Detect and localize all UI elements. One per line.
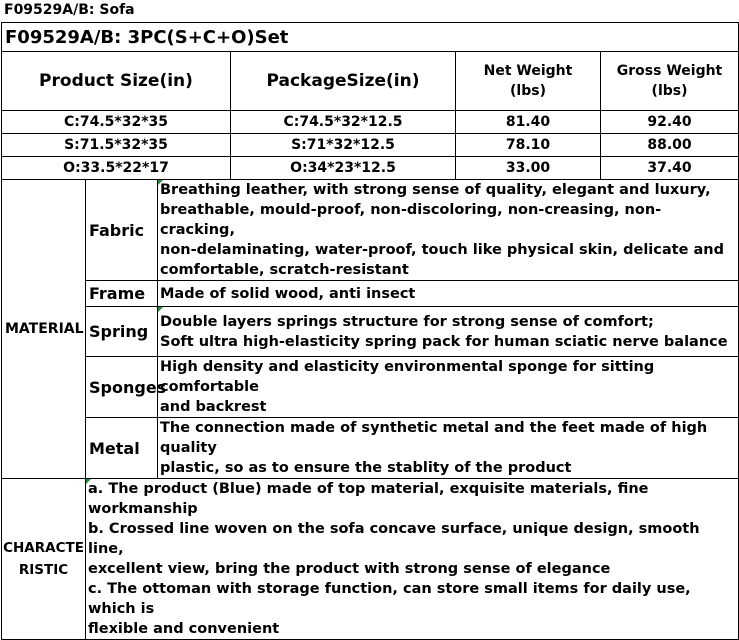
header-net-weight bbox=[456, 52, 601, 111]
material-row bbox=[2, 418, 739, 479]
description-line: Double layers springs structure for strong sense of comfort; bbox=[160, 313, 654, 330]
characteristic-line: a. The product (Blue) made of top material, exquisite materials, fine workmanship bbox=[88, 481, 649, 517]
header-gross-weight-line2: (lbs) bbox=[651, 83, 688, 99]
spec-table bbox=[1, 22, 739, 640]
characteristic-line: flexible and convenient bbox=[88, 621, 280, 637]
header-package-size: PackageSize(in) bbox=[231, 52, 456, 111]
material-row bbox=[2, 307, 739, 357]
header-gross-weight-line1: Gross Weight bbox=[616, 63, 723, 79]
net-weight-cell: 78.10 bbox=[456, 134, 601, 157]
table-row bbox=[2, 157, 739, 180]
characteristic-row bbox=[2, 479, 739, 640]
material-description bbox=[158, 357, 739, 418]
header-net-weight-line2: (lbs) bbox=[510, 83, 546, 99]
material-description bbox=[158, 307, 739, 357]
material-description bbox=[158, 180, 739, 281]
material-label: MATERIAL bbox=[2, 180, 86, 479]
product-size-cell: S:71.5*32*35 bbox=[2, 134, 231, 157]
material-row bbox=[2, 180, 739, 281]
net-weight-cell: 33.00 bbox=[456, 157, 601, 180]
characteristic-label-line2: RISTIC bbox=[18, 562, 69, 578]
header-net-weight-line1: Net Weight bbox=[483, 63, 573, 79]
material-name: Fabric bbox=[86, 180, 158, 281]
characteristic-line: b. Crossed line woven on the sofa concave surface, unique design, smooth line, bbox=[88, 521, 700, 557]
description-line: non-delaminating, water-proof, touch like physical skin, delicate and bbox=[160, 242, 724, 258]
table-row bbox=[2, 134, 739, 157]
characteristic-description bbox=[86, 479, 739, 640]
description-line: plastic, so as to ensure the stablity of the product bbox=[160, 460, 572, 476]
characteristic-line: excellent view, bring the product with strong sense of elegance bbox=[88, 561, 611, 577]
material-row bbox=[2, 357, 739, 418]
product-size-cell: C:74.5*32*35 bbox=[2, 111, 231, 134]
description-line: and backrest bbox=[160, 399, 267, 415]
table-row bbox=[2, 111, 739, 134]
description-line: comfortable, scratch-resistant bbox=[160, 262, 409, 278]
header-gross-weight bbox=[601, 52, 739, 111]
material-name: Spring bbox=[86, 307, 158, 357]
description-line: High density and elasticity environmental sponge for sitting comfortable bbox=[160, 359, 655, 395]
description-line: The connection made of synthetic metal and the feet made of high quality bbox=[160, 420, 708, 456]
gross-weight-cell: 37.40 bbox=[601, 157, 739, 180]
package-size-cell: C:74.5*32*12.5 bbox=[231, 111, 456, 134]
material-name: Metal bbox=[86, 418, 158, 479]
characteristic-line: c. The ottoman with storage function, can store small items for daily use, which is bbox=[88, 581, 691, 617]
material-row bbox=[2, 281, 739, 307]
description-line: Soft ultra high-elasticity spring pack for human sciatic nerve balance bbox=[160, 333, 728, 350]
product-size-cell: O:33.5*22*17 bbox=[2, 157, 231, 180]
gross-weight-cell: 92.40 bbox=[601, 111, 739, 134]
gross-weight-cell: 88.00 bbox=[601, 134, 739, 157]
description-line: Made of solid wood, anti insect bbox=[160, 285, 416, 302]
package-size-cell: S:71*32*12.5 bbox=[231, 134, 456, 157]
header-product-size: Product Size(in) bbox=[2, 52, 231, 111]
material-description bbox=[158, 281, 739, 307]
product-title: F09529A/B: 3PC(S+C+O)Set bbox=[2, 23, 739, 52]
package-size-cell: O:34*23*12.5 bbox=[231, 157, 456, 180]
characteristic-label-line1: CHARACTE bbox=[3, 540, 84, 556]
net-weight-cell: 81.40 bbox=[456, 111, 601, 134]
sheet-header: F09529A/B: Sofa bbox=[4, 2, 135, 18]
description-line: breathable, mould-proof, non-discoloring, non-creasing, non-cracking, bbox=[160, 202, 662, 238]
material-name: Sponges bbox=[86, 357, 158, 418]
description-line: Breathing leather, with strong sense of quality, elegant and luxury, bbox=[160, 182, 711, 198]
material-description bbox=[158, 418, 739, 479]
material-name: Frame bbox=[86, 281, 158, 307]
characteristic-label bbox=[2, 479, 86, 640]
